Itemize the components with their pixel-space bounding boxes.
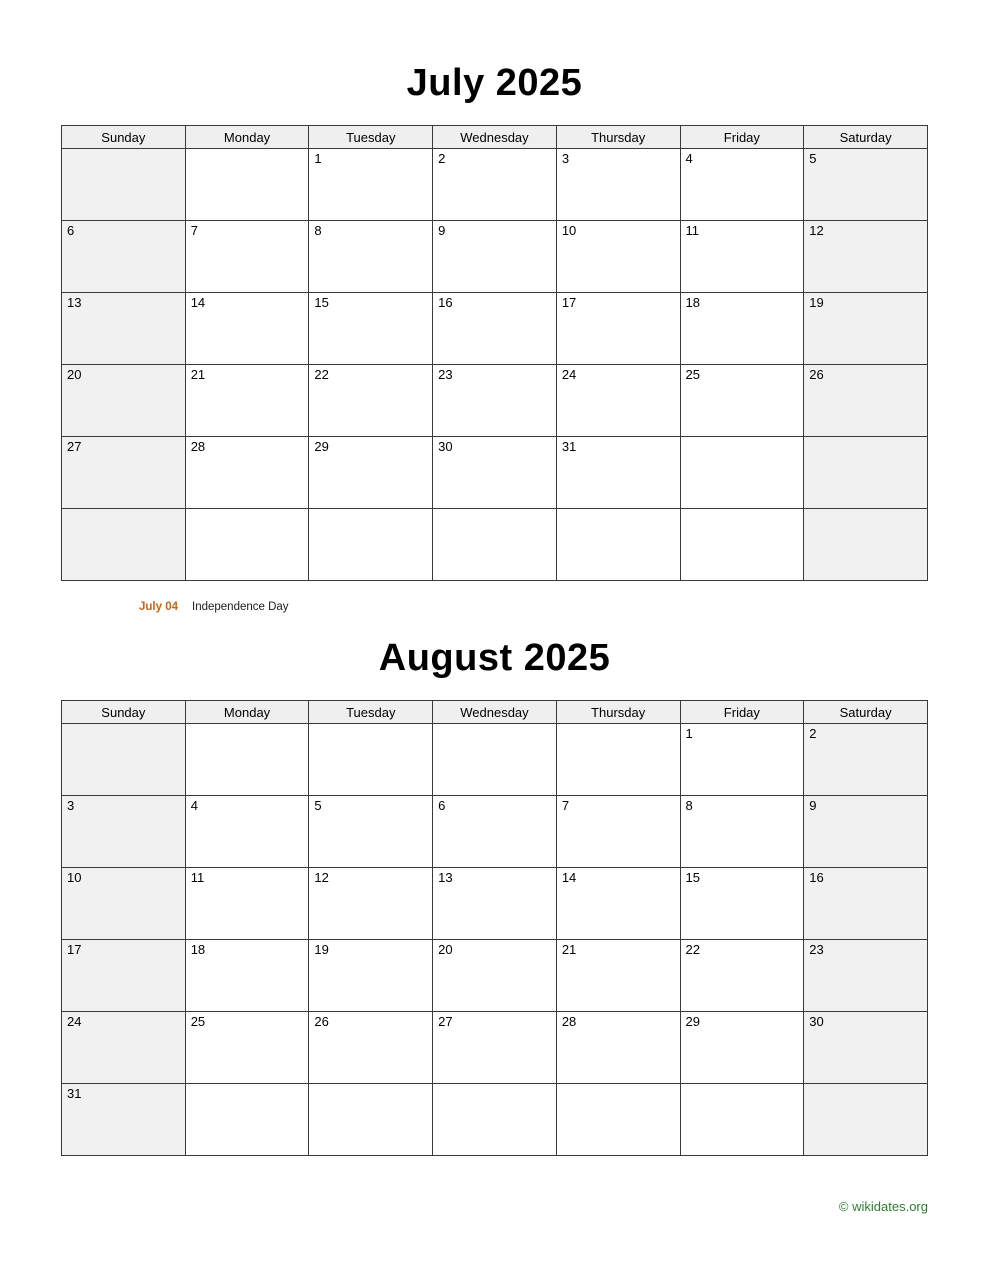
day-cell[interactable]	[804, 1012, 928, 1084]
day-number: 27	[67, 439, 82, 454]
day-cell[interactable]	[309, 365, 433, 437]
day-cell[interactable]	[185, 365, 309, 437]
day-number: 29	[685, 1014, 700, 1029]
day-number: 7	[190, 223, 198, 238]
day-cell[interactable]	[804, 509, 928, 581]
day-number: 2	[438, 151, 446, 166]
day-number: 15	[314, 295, 329, 310]
day-number: 29	[314, 439, 329, 454]
day-number: 10	[67, 870, 82, 885]
weekday-header-thursday: Thursday	[556, 701, 680, 724]
day-cell[interactable]	[680, 1084, 804, 1156]
footer-credit	[839, 1199, 928, 1214]
day-cell[interactable]	[680, 437, 804, 509]
weekday-header-sunday: Sunday	[62, 126, 186, 149]
day-cell[interactable]	[185, 1012, 309, 1084]
day-number: 5	[809, 151, 817, 166]
month-block-august	[61, 613, 928, 1156]
day-number: 26	[809, 367, 824, 382]
weekday-header-tuesday: Tuesday	[309, 701, 433, 724]
day-number: 22	[685, 942, 700, 957]
day-cell[interactable]	[185, 437, 309, 509]
day-number: 9	[438, 223, 446, 238]
week-row	[62, 796, 928, 868]
day-number: 25	[685, 367, 700, 382]
week-row	[62, 149, 928, 221]
day-number: 11	[685, 223, 700, 238]
week-row	[62, 724, 928, 796]
day-cell[interactable]	[433, 940, 557, 1012]
day-number: 22	[314, 367, 329, 382]
week-row	[62, 365, 928, 437]
weekday-header-friday: Friday	[680, 701, 804, 724]
day-cell[interactable]	[433, 149, 557, 221]
day-number: 31	[67, 1086, 82, 1101]
day-cell[interactable]	[556, 724, 680, 796]
day-number: 16	[809, 870, 824, 885]
day-cell[interactable]	[433, 1084, 557, 1156]
day-cell[interactable]	[62, 724, 186, 796]
day-cell[interactable]	[556, 509, 680, 581]
day-number: 17	[561, 295, 577, 310]
day-cell[interactable]	[680, 796, 804, 868]
day-cell[interactable]	[804, 940, 928, 1012]
day-number: 11	[190, 870, 205, 885]
day-cell[interactable]	[804, 437, 928, 509]
holiday-name: Independence Day	[192, 601, 289, 613]
day-number: 13	[67, 295, 82, 310]
day-number: 19	[314, 942, 329, 957]
week-row	[62, 221, 928, 293]
weekday-header-monday: Monday	[185, 701, 309, 724]
day-number: 2	[809, 726, 817, 741]
day-cell[interactable]	[804, 796, 928, 868]
day-number: 21	[190, 367, 206, 382]
day-cell[interactable]	[309, 437, 433, 509]
week-row	[62, 509, 928, 581]
day-number: 25	[190, 1014, 206, 1029]
day-number: 13	[438, 870, 453, 885]
day-number: 30	[809, 1014, 824, 1029]
day-cell[interactable]	[62, 1084, 186, 1156]
page-title-august: August 2025	[378, 637, 611, 679]
day-cell[interactable]	[433, 221, 557, 293]
weekday-header-saturday: Saturday	[804, 126, 928, 149]
day-cell[interactable]	[185, 509, 309, 581]
day-cell[interactable]	[680, 149, 804, 221]
day-number: 16	[438, 295, 453, 310]
day-cell[interactable]	[556, 868, 680, 940]
day-cell[interactable]	[804, 1084, 928, 1156]
day-cell[interactable]	[309, 724, 433, 796]
day-cell[interactable]	[680, 293, 804, 365]
weekday-header-wednesday: Wednesday	[433, 701, 557, 724]
day-cell[interactable]	[680, 724, 804, 796]
day-number: 12	[314, 870, 329, 885]
week-row	[62, 293, 928, 365]
wikidates-link[interactable]: wikidates.org	[852, 1199, 928, 1214]
day-cell[interactable]	[804, 868, 928, 940]
day-number: 24	[561, 367, 577, 382]
day-cell[interactable]	[433, 509, 557, 581]
day-number: 17	[67, 942, 82, 957]
week-row	[62, 437, 928, 509]
day-cell[interactable]	[309, 221, 433, 293]
day-number: 3	[67, 798, 75, 813]
calendar-table-july	[61, 125, 928, 581]
copyright-symbol: ©	[838, 1199, 849, 1214]
day-cell[interactable]	[185, 149, 309, 221]
day-cell[interactable]	[433, 365, 557, 437]
day-cell[interactable]	[556, 796, 680, 868]
month-block-july	[61, 0, 928, 613]
day-cell[interactable]	[62, 437, 186, 509]
day-cell[interactable]	[804, 365, 928, 437]
day-number: 6	[438, 798, 446, 813]
day-cell[interactable]	[185, 724, 309, 796]
day-cell[interactable]	[680, 509, 804, 581]
day-cell[interactable]	[804, 293, 928, 365]
day-cell[interactable]	[556, 221, 680, 293]
day-cell[interactable]	[309, 796, 433, 868]
calendar-table-august	[61, 700, 928, 1156]
weekday-header-wednesday: Wednesday	[433, 126, 557, 149]
day-number: 4	[190, 798, 198, 813]
day-cell[interactable]	[556, 149, 680, 221]
day-cell[interactable]	[309, 940, 433, 1012]
day-cell[interactable]	[680, 365, 804, 437]
day-number: 28	[561, 1014, 577, 1029]
day-number: 26	[314, 1014, 329, 1029]
day-cell[interactable]	[804, 724, 928, 796]
day-cell[interactable]	[556, 293, 680, 365]
day-cell[interactable]	[62, 149, 186, 221]
day-number: 14	[561, 870, 577, 885]
day-cell[interactable]	[309, 1012, 433, 1084]
day-cell[interactable]	[62, 940, 186, 1012]
day-cell[interactable]	[62, 1012, 186, 1084]
day-cell[interactable]	[556, 365, 680, 437]
day-cell[interactable]	[185, 868, 309, 940]
day-cell[interactable]	[309, 1084, 433, 1156]
day-number: 1	[685, 726, 693, 741]
day-cell[interactable]	[556, 1084, 680, 1156]
day-number: 24	[67, 1014, 82, 1029]
day-cell[interactable]	[556, 437, 680, 509]
day-number: 1	[314, 151, 322, 166]
day-cell[interactable]	[62, 365, 186, 437]
day-number: 5	[314, 798, 322, 813]
day-cell[interactable]	[680, 940, 804, 1012]
day-cell[interactable]	[185, 940, 309, 1012]
day-cell[interactable]	[185, 796, 309, 868]
week-row	[62, 1084, 928, 1156]
day-cell[interactable]	[680, 1012, 804, 1084]
day-cell[interactable]	[433, 724, 557, 796]
day-number: 7	[561, 798, 570, 813]
day-number: 3	[561, 151, 570, 166]
day-cell[interactable]	[804, 221, 928, 293]
day-number: 23	[438, 367, 453, 382]
day-number: 31	[561, 439, 577, 454]
weekday-header-row-august	[62, 701, 928, 724]
weekday-header-tuesday: Tuesday	[309, 126, 433, 149]
weekday-header-friday: Friday	[680, 126, 804, 149]
day-number: 20	[438, 942, 453, 957]
holiday-list-july	[61, 601, 928, 613]
day-number: 23	[809, 942, 824, 957]
day-cell[interactable]	[62, 509, 186, 581]
weekday-header-thursday: Thursday	[556, 126, 680, 149]
day-cell[interactable]	[433, 437, 557, 509]
day-cell[interactable]	[309, 293, 433, 365]
week-row	[62, 1012, 928, 1084]
day-number: 19	[809, 295, 824, 310]
day-number: 4	[685, 151, 693, 166]
day-number: 12	[809, 223, 824, 238]
day-cell[interactable]	[680, 221, 804, 293]
day-cell[interactable]	[433, 796, 557, 868]
day-number: 27	[438, 1014, 453, 1029]
day-cell[interactable]	[433, 1012, 557, 1084]
day-cell[interactable]	[556, 1012, 680, 1084]
day-number: 8	[685, 798, 693, 813]
week-row	[62, 868, 928, 940]
day-cell[interactable]	[433, 868, 557, 940]
day-number: 20	[67, 367, 82, 382]
day-number: 9	[809, 798, 817, 813]
day-number: 14	[190, 295, 206, 310]
day-number: 21	[561, 942, 577, 957]
day-cell[interactable]	[309, 149, 433, 221]
day-cell[interactable]	[62, 293, 186, 365]
day-cell[interactable]	[556, 940, 680, 1012]
day-cell[interactable]	[433, 293, 557, 365]
day-number: 6	[67, 223, 75, 238]
day-cell[interactable]	[62, 868, 186, 940]
page-title-july: July 2025	[406, 62, 583, 104]
day-cell[interactable]	[309, 868, 433, 940]
day-cell[interactable]	[804, 149, 928, 221]
day-number: 15	[685, 870, 700, 885]
day-cell[interactable]	[62, 221, 186, 293]
weekday-header-monday: Monday	[185, 126, 309, 149]
day-number: 8	[314, 223, 322, 238]
holiday-date: July 04	[139, 601, 178, 613]
weekday-header-saturday: Saturday	[804, 701, 928, 724]
day-cell[interactable]	[680, 868, 804, 940]
weekday-header-sunday: Sunday	[62, 701, 186, 724]
week-row	[62, 940, 928, 1012]
day-number: 30	[438, 439, 453, 454]
day-cell[interactable]	[309, 509, 433, 581]
day-number: 18	[190, 942, 206, 957]
weekday-header-row-july	[62, 126, 928, 149]
day-cell[interactable]	[185, 221, 309, 293]
day-cell[interactable]	[185, 1084, 309, 1156]
day-cell[interactable]	[185, 293, 309, 365]
day-number: 10	[561, 223, 577, 238]
day-number: 18	[685, 295, 700, 310]
day-number: 28	[190, 439, 206, 454]
day-cell[interactable]	[62, 796, 186, 868]
holiday-item	[139, 601, 928, 613]
